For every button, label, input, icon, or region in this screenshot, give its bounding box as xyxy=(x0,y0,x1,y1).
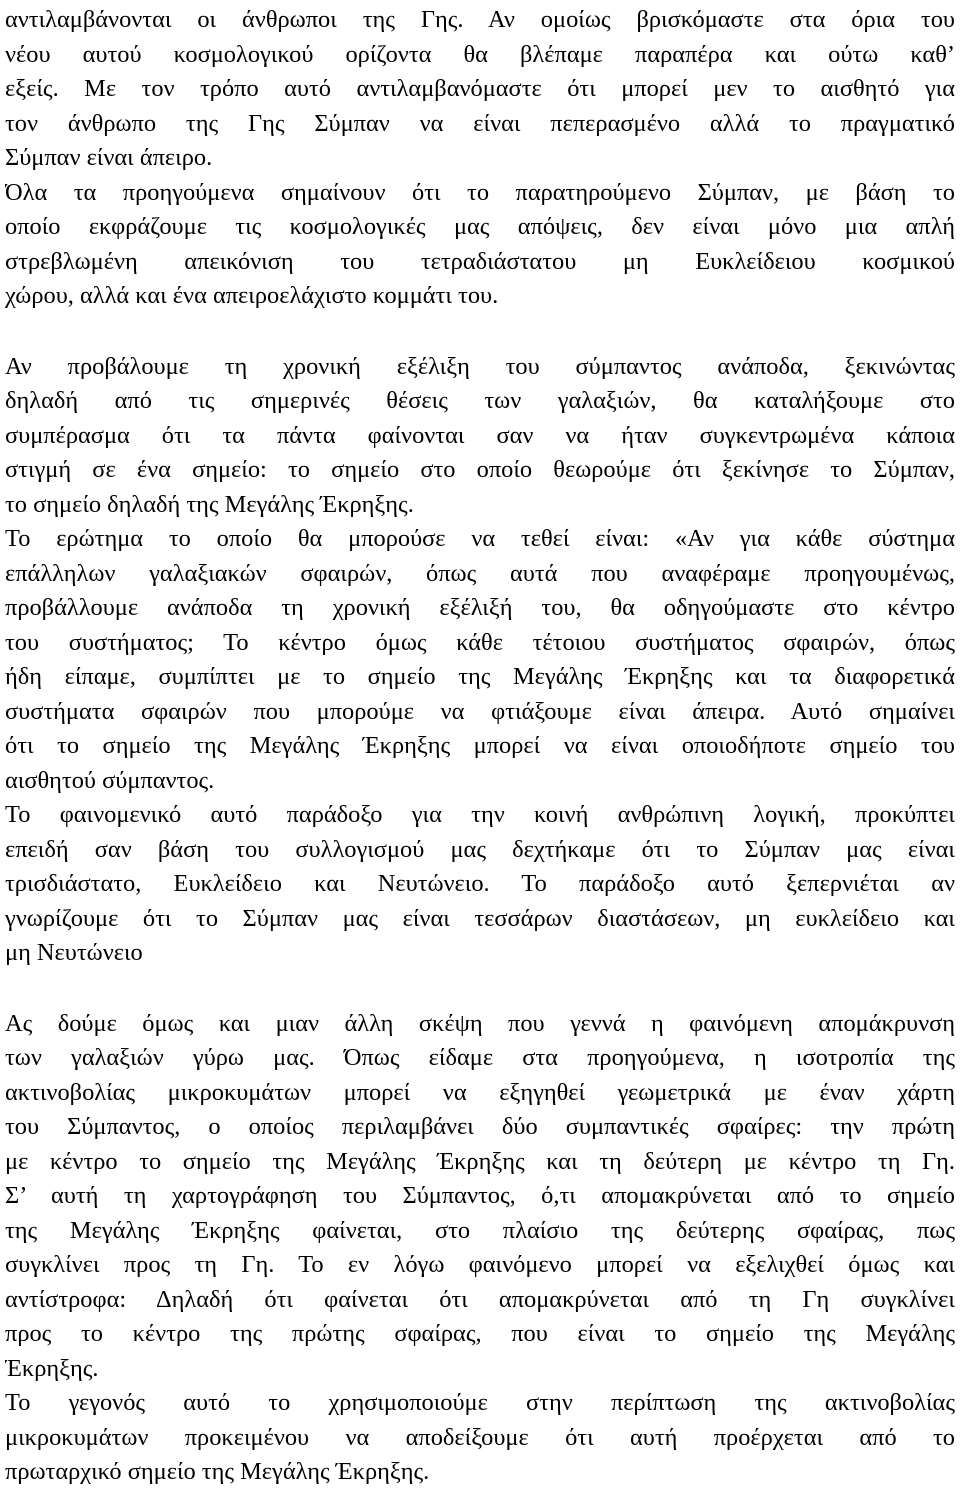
text-line: Αν προβάλουμε τη χρονική εξέλιξη του σύμπαντος ανάποδα, ξεκινώντας xyxy=(5,352,955,380)
text-line: συστήματα σφαιρών που μπορούμε να φτιάξουμε είναι άπειρα. Αυτό σημαίνει xyxy=(5,697,955,725)
text-line: συμπέρασμα ότι τα πάντα φαίνονται σαν να ήταν συγκεντρωμένα κάποια xyxy=(5,421,955,449)
text-line: τον άνθρωπο της Γης Σύμπαν να είναι πεπερασμένο αλλά το πραγματικό xyxy=(5,109,955,137)
text-line: Ας δούμε όμως και μιαν άλλη σκέψη που γεννά η φαινόμενη απομάκρυνση xyxy=(5,1009,955,1037)
text-line: Σ’ αυτή τη χαρτογράφηση του Σύμπαντος, ό,τι απομακρύνεται από το σημείο xyxy=(5,1182,955,1209)
text-line: Το φαινομενικό αυτό παράδοξο για την κοινή ανθρώπινη λογική, προκύπτει xyxy=(5,801,955,828)
text-line: ότι το σημείο της Μεγάλης Έκρηξης μπορεί να είναι οποιοδήποτε σημείο του xyxy=(5,732,955,759)
text-line: του συστήματος; Το κέντρο όμως κάθε τέτοιου συστήματος σφαιρών, όπως xyxy=(5,628,955,656)
text-line: πρωταρχικό σημείο της Μεγάλης Έκρηξης. xyxy=(5,1458,430,1485)
text-line: δηλαδή από τις σημερινές θέσεις των γαλαξιών, θα καταλήξουμε στο xyxy=(5,387,955,414)
text-line: Σύμπαν είναι άπειρο. xyxy=(5,144,213,171)
text-line: τρισδιάστατο, Ευκλείδειο και Νευτώνειο. Το παράδοξο αυτό ξεπερνιέται αν xyxy=(5,870,955,897)
text-line: προς το κέντρο της πρώτης σφαίρας, που είναι το σημείο της Μεγάλης xyxy=(5,1320,955,1347)
text-line: της Μεγάλης Έκρηξης φαίνεται, στο πλαίσιο της δεύτερης σφαίρας, πως xyxy=(5,1216,955,1244)
text-line: αντίστροφα: Δηλαδή ότι φαίνεται ότι απομακρύνεται από τη Γη συγκλίνει xyxy=(5,1285,955,1313)
text-line: εξείς. Με τον τρόπο αυτό αντιλαμβανόμαστε ότι μπορεί μεν το αισθητό για xyxy=(5,75,955,102)
text-line: του Σύμπαντος, ο οποίος περιλαμβάνει δύο συμπαντικές σφαίρες: την πρώτη xyxy=(5,1113,955,1140)
text-line: των γαλαξιών γύρω μας. Όπως είδαμε στα προηγούμενα, η ισοτροπία της xyxy=(5,1044,955,1071)
text-line: επειδή σαν βάση του συλλογισμού μας δεχτήκαμε ότι το Σύμπαν μας είναι xyxy=(5,835,955,863)
text-line: αισθητού σύμπαντος. xyxy=(5,766,215,794)
text-line: με κέντρο το σημείο της Μεγάλης Έκρηξης και τη δεύτερη με κέντρο τη Γη. xyxy=(5,1147,955,1175)
paragraph-5 xyxy=(5,798,955,971)
paragraph-2 xyxy=(5,176,955,314)
paragraph-1 xyxy=(5,3,955,176)
text-line: μη Νευτώνειο xyxy=(5,939,143,966)
text-line: οποίο εκφράζουμε τις κοσμολογικές μας απόψεις, δεν είναι μόνο μια απλή xyxy=(5,213,955,240)
text-line: γνωρίζουμε ότι το Σύμπαν μας είναι τεσσάρων διαστάσεων, μη ευκλείδειο και xyxy=(5,904,955,932)
document-page xyxy=(5,0,955,1490)
paragraph-7 xyxy=(5,1386,955,1490)
text-line: χώρου, αλλά και ένα απειροελάχιστο κομμάτι του. xyxy=(5,282,499,309)
text-line: ακτινοβολίας μικροκυμάτων μπορεί να εξηγηθεί γεωμετρικά με έναν χάρτη xyxy=(5,1078,955,1106)
text-line: νέου αυτού κοσμολογικού ορίζοντα θα βλέπαμε παραπέρα και ούτω καθ’ xyxy=(5,40,955,68)
text-line: επάλληλων γαλαξιακών σφαιρών, όπως αυτά που αναφέραμε προηγουμένως, xyxy=(5,559,955,587)
paragraph-6 xyxy=(5,1007,955,1387)
text-line: συγκλίνει προς τη Γη. Το εν λόγω φαινόμενο μπορεί να εξελιχθεί όμως και xyxy=(5,1251,955,1278)
text-line: Το γεγονός αυτό το χρησιμοποιούμε στην περίπτωση της ακτινοβολίας xyxy=(5,1389,955,1416)
text-line: στρεβλωμένη απεικόνιση του τετραδιάστατου μη Ευκλείδειου κοσμικού xyxy=(5,247,955,275)
text-line: ήδη είπαμε, συμπίπτει με το σημείο της Μεγάλης Έκρηξης και τα διαφορετικά xyxy=(5,663,955,690)
text-line: προβάλλουμε ανάποδα τη χρονική εξέλιξή του, θα οδηγούμαστε στο κέντρο xyxy=(5,594,955,621)
paragraph-4 xyxy=(5,522,955,798)
text-line: αντιλαμβάνονται οι άνθρωποι της Γης. Αν ομοίως βρισκόμαστε στα όρια του xyxy=(5,6,955,33)
paragraph-3 xyxy=(5,350,955,523)
text-line: Το ερώτημα το οποίο θα μπορούσε να τεθεί είναι: «Αν για κάθε σύστημα xyxy=(5,525,955,552)
text-line: Όλα τα προηγούμενα σημαίνουν ότι το παρατηρούμενο Σύμπαν, με βάση το xyxy=(5,178,955,206)
text-line: το σημείο δηλαδή της Μεγάλης Έκρηξης. xyxy=(5,490,414,518)
text-line: στιγμή σε ένα σημείο: το σημείο στο οποίο θεωρούμε ότι ξεκίνησε το Σύμπαν, xyxy=(5,456,955,483)
text-line: Έκρηξης. xyxy=(5,1354,99,1382)
text-line: μικροκυμάτων προκειμένου να αποδείξουμε ότι αυτή προέρχεται από το xyxy=(5,1423,955,1451)
